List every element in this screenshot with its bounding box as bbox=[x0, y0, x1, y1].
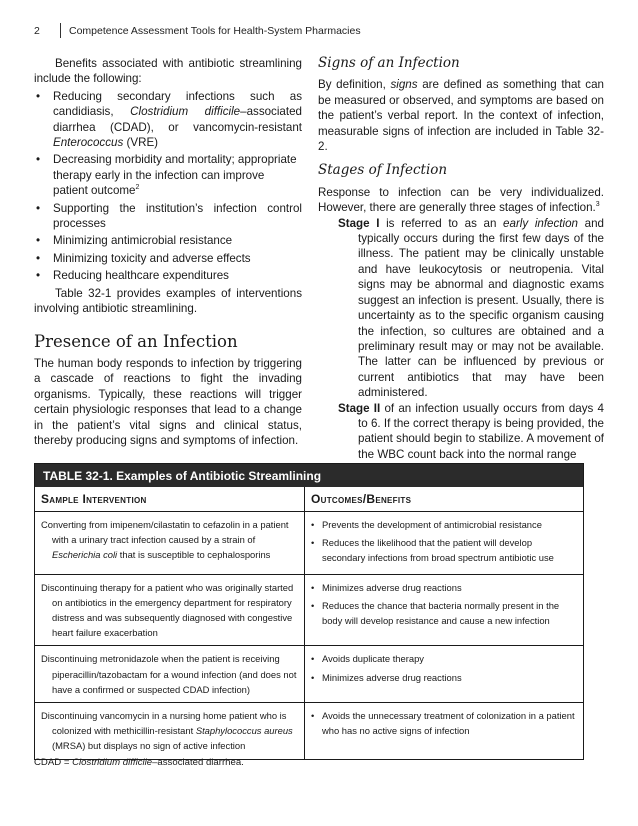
stages-intro: Response to infection can be very individualized. However, there are generally three stages of infection.$^3$ bbox=[318, 185, 604, 215]
column-header-outcomes: Outcomes/Benefits bbox=[311, 492, 412, 506]
page-number: 2 bbox=[34, 24, 40, 37]
outcome-item: • Reduces the likelihood that the patient will develop secondary infections from broad spectrum antibiotic use bbox=[311, 535, 577, 565]
benefits-intro: Benefits associated with antibiotic streamlining include the following: bbox=[34, 57, 302, 86]
outcome-item: • Minimizes adverse drug reactions bbox=[311, 670, 577, 685]
list-item: • Decreasing morbidity and mortality; appropriate therapy early in the infection can improve patient outcome$^2$ bbox=[34, 152, 302, 198]
signs-paragraph: By definition, signs are defined as something that can be measured or observed, and symptoms are based on the patient’s verbal report. In the context of infection, measurable signs of infection are included in Table 32-2. bbox=[318, 78, 604, 154]
header-divider bbox=[60, 23, 61, 38]
list-item: • Supporting the institution’s infection control processes bbox=[34, 201, 302, 232]
presence-paragraph: The human body responds to infection by triggering a cascade of reactions to fight the invading organisms. Typically, these reactions will trigger certain physiologic responses that lead to a change in the patient’s vital signs and clinical status, thereby producing signs and symptoms of infection. bbox=[34, 356, 302, 447]
stage-two-paragraph: Stage II of an infection usually occurs from days 4 to 6. If the correct therapy is being provided, the patient should begin to stabilize. A movement of the WBC count back into the normal range bbox=[338, 401, 604, 461]
table-row bbox=[35, 646, 583, 703]
right-column bbox=[318, 56, 604, 462]
intervention-cell: Discontinuing metronidazole when the patient is receiving piperacillin/tazobactam for a wound infection (and does not have a confirmed or suspected CDAD infection) bbox=[35, 646, 305, 702]
table-header bbox=[35, 487, 583, 512]
left-column bbox=[34, 56, 302, 448]
benefits-list bbox=[34, 89, 302, 284]
outcomes-cell bbox=[305, 575, 583, 646]
streamlining-table bbox=[34, 463, 584, 760]
running-header bbox=[34, 23, 361, 38]
stage-one-paragraph: Stage I is referred to as an early infection and typically occurs during the first few days of the illness. The patient may be clinically unstable and have leukocytosis or neutropenia. Vital signs may be abnormal and diagnostic exams suggest an infection is present. Usually, there is uncertainty as to the specific organism causing the infection, so cultures are obtained and a preliminary result may or may not be available. The latter can be influenced by previous or current antibiotics that may have been administered. bbox=[338, 216, 604, 400]
table-reference: Table 32-1 provides examples of interventions involving antibiotic streamlining. bbox=[34, 286, 302, 316]
outcomes-cell bbox=[305, 646, 583, 702]
running-title: Competence Assessment Tools for Health-System Pharmacies bbox=[69, 24, 361, 37]
table-title: TABLE 32-1. Examples of Antibiotic Streamlining bbox=[35, 464, 583, 487]
list-item: • Reducing secondary infections such as candidiasis, Clostridium difficile–associated diarrhea (CDAD), or vancomycin-resistant Enterococcus (VRE) bbox=[34, 89, 302, 151]
section-heading-stages: Stages of Infection bbox=[318, 162, 448, 179]
outcome-item: • Avoids duplicate therapy bbox=[311, 651, 577, 666]
table-row bbox=[35, 703, 583, 759]
intervention-cell: Discontinuing therapy for a patient who was originally started on antibiotics in the emergency department for respiratory distress and was subsequently diagnosed with congestive heart failure exacerbation bbox=[35, 575, 305, 646]
outcome-item: • Prevents the development of antimicrobial resistance bbox=[311, 517, 577, 532]
intervention-cell: Discontinuing vancomycin in a nursing home patient who is colonized with methicillin-resistant Staphylococcus aureus (MRSA) but displays no sign of active infection bbox=[35, 703, 305, 759]
outcomes-cell bbox=[305, 703, 583, 759]
outcome-item: • Reduces the chance that bacteria normally present in the body will develop resistance and cause a new infection bbox=[311, 598, 577, 628]
list-item: • Minimizing antimicrobial resistance bbox=[34, 233, 302, 248]
outcome-item: • Avoids the unnecessary treatment of colonization in a patient who has no active signs of infection bbox=[311, 708, 577, 738]
table-row bbox=[35, 512, 583, 575]
intervention-cell: Converting from imipenem/cilastatin to cefazolin in a patient with a urinary tract infection caused by a strain of Escherichia coli that is susceptible to cephalosporins bbox=[35, 512, 305, 574]
section-heading-presence: Presence of an Infection bbox=[34, 331, 238, 351]
list-item: • Minimizing toxicity and adverse effects bbox=[34, 251, 302, 266]
outcomes-cell bbox=[305, 512, 583, 574]
table-footnote: CDAD = Clostridium difficile–associated diarrhea. bbox=[34, 757, 244, 768]
column-header-intervention: Sample Intervention bbox=[35, 487, 305, 511]
table-row bbox=[35, 575, 583, 647]
section-heading-signs: Signs of an Infection bbox=[318, 55, 460, 71]
list-item: • Reducing healthcare expenditures bbox=[34, 268, 302, 283]
outcome-item: • Minimizes adverse drug reactions bbox=[311, 580, 577, 595]
